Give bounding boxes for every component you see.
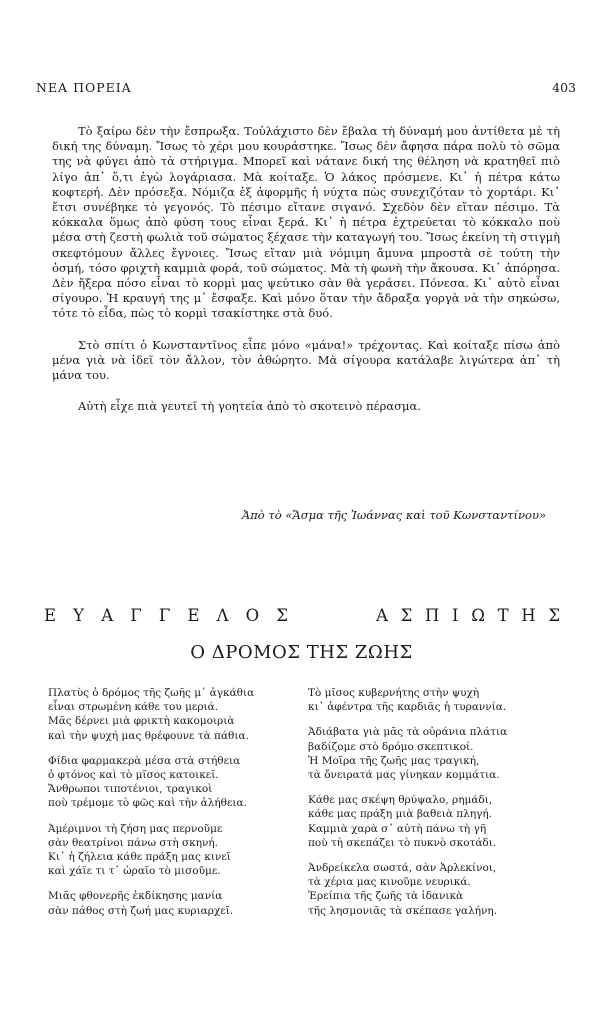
poem-column-left (48, 686, 298, 929)
poem-line: Ἐρείπια τῆς ζωῆς τὰ ἰδανικὰ (308, 890, 464, 903)
poem-line: τὰ ὄνειρατά μας γίνηκαν κομμάτια. (308, 769, 500, 782)
poem-stanza (308, 686, 568, 714)
poem-line: ποὺ τὴ σκεπάζει τὸ πυκνὸ σκοτάδι. (308, 836, 497, 849)
poem-line: κάθε μας πράξη μιὰ βαθειὰ πληγή. (308, 808, 493, 821)
poem-stanza (308, 861, 568, 918)
poem-line: Κάθε μας σκέψη θρύψαλο, ρημάδι, (308, 794, 493, 807)
poem-line: Ἀμέριμνοι τὴ ζήση μας περνοῦμε (48, 822, 223, 835)
author-letter: Υ (73, 606, 87, 625)
poem-line: σὰν θεατρίνοι πάνω στὴ σκηνή. (48, 836, 218, 849)
author-letter: Γ (130, 606, 144, 625)
author-first-name (44, 606, 290, 625)
author-letter: Π (424, 606, 442, 625)
poem-column-right (308, 686, 568, 929)
poem-stanza (308, 793, 568, 850)
source-attribution: Ἀπὸ τὸ «Ἄσμα τῆς Ἰωάννας καὶ τοῦ Κωνσταντίνου» (241, 508, 546, 522)
running-header (36, 80, 576, 98)
prose-paragraph: Αὐτὴ εἶχε πιὰ γευτεῖ τὴ γοητεία ἀπὸ τὸ σκοτεινὸ πέρασμα. (78, 399, 421, 414)
poem-line: Μιᾶς φθονερῆς ἐκδίκησης μανία (48, 890, 223, 903)
author-letter: Σ (276, 606, 290, 625)
journal-title: ΝΕΑ ΠΟΡΕΙΑ (36, 80, 132, 95)
poem-line: τῆς λησμονιᾶς τὰ σκέπασε γαλήνη. (308, 904, 498, 917)
poem-stanza (308, 725, 568, 782)
author-letter: Α (101, 606, 116, 625)
author-letter: Ε (187, 606, 202, 625)
author-letter: Ι (452, 606, 461, 625)
poem-line: τὰ χέρια μας κινοῦμε νευρικά. (308, 876, 471, 889)
author-letter: Ο (245, 606, 262, 625)
poem-line: καὶ τὴν ψυχή μας θρέφουνε τὰ πάθια. (48, 729, 249, 742)
author-letter: Τ (497, 606, 511, 625)
poem-line: Μᾶς δέρνει μιὰ φρικτὴ κακομοιριὰ (48, 715, 235, 728)
prose-text (52, 124, 560, 428)
author-letter: Λ (216, 606, 231, 625)
poem-line: Φίδια φαρμακερὰ μέσα στὰ στήθεια (48, 754, 241, 767)
poem-line: καὶ χάϊε τι τ᾿ ὡραῖο τὸ μισοῦμε. (48, 865, 221, 878)
poem-line: Κι᾿ ἡ ζήλεια κάθε πράξη μας κινεῖ (48, 851, 231, 864)
author-letter: Ω (471, 606, 487, 625)
poem-title: Ο ΔΡΟΜΟΣ ΤΗΣ ΖΩΗΣ (190, 642, 413, 663)
poem-stanza (48, 889, 298, 917)
author-letter: Σ (548, 606, 562, 625)
poem-line: Καμμιὰ χαρὰ σ᾿ αὐτὴ πάνω τὴ γῆ (308, 822, 487, 835)
prose-paragraph: Στὸ σπίτι ὁ Κωνσταντῖνος εἶπε μόνο «μάνα!» τρέχοντας. Καὶ κοίταξε πίσω ἀπὸ μένα γιὰ νὰ ἰδεῖ τὸν ἄλλον, τὸν ἀθώρητο. Μὰ σίγουρα κατάλαβε λιγώτερα ἀπ᾿ τὴ μάνα του. (52, 337, 560, 383)
poem-line: Ἡ Μοῖρα τῆς ζωῆς μας τραγική, (308, 754, 480, 767)
author-letter: Σ (400, 606, 415, 625)
poem-line: εἶναι στρωμένη κάθε του μεριά. (48, 701, 219, 714)
author-letter: Ε (44, 606, 59, 625)
page-number: 403 (552, 80, 576, 95)
poem-line: Πλατὺς ὁ δρόμος τῆς ζωῆς μ᾿ ἀγκάθια (48, 687, 255, 699)
poem-line: σὰν πάθος στὴ ζωή μας κυριαρχεῖ. (48, 904, 234, 917)
author-name (44, 606, 562, 625)
author-letter: Γ (158, 606, 173, 625)
author-letter: Α (376, 606, 390, 625)
poem-line: Ἄνθρωποι τιποτένιοι, τραγικοὶ (48, 783, 213, 796)
poem-line: ποὺ τρέμομε τὸ φῶς καὶ τὴν ἀλήθεια. (48, 797, 247, 810)
prose-paragraph: Τὸ ξαίρω δὲν τὴν ἔσπρωξα. Τοὐλάχιστο δὲν ἔβαλα τὴ δύναμή μου ἀντίθετα μὲ τὴ δική της δύναμη. Ἴσως τὸ χέρι μου κουράστηκε. Ἴσως δὲν ἄφησα πάρα πολὺ τὸ σῶμα της νὰ φύγει ἀπὸ τὰ στήριγμα. Μπορεῖ καὶ νάτανε δική της θέληση νὰ κρατηθεῖ πιὸ λίγο ἀπ᾿ ὅ,τι ἐγὼ λογάριασα. Μὰ κοίταξε. Ὁ λάκος πρόσμενε. Κι᾿ ἡ πέτρα κάτω κοφτερή. Δὲν πρόσεξα. Νόμιζα ἐξ ἀφορμῆς ἡ νύχτα πὼς συνεχιζόταν τὸ χορτάρι. Κι᾿ ἔτσι συνέβηκε τὸ γεγονός. Τὸ πέσιμο εἴτανε σιγανό. Σχεδὸν δὲν εἴταν πέσιμο. Τὰ κόκκαλα ὅμως ἀπὸ φύση τους εἶναι ξερά. Κι᾿ ἡ πέτρα ἐχτρεύεται τὸ κόκκαλο ποὺ μέσα στὴ ζεστὴ φωλιὰ τοῦ σώματος ξέχασε τὴν καταγωγή του. Ἴσως ἐκείνη τὴ στιγμὴ σκεφτόμουν ἄλλες ἔγνοιες. Ἴσως εἴταν μιὰ νόμιμη ἄμυνα μπροστὰ σὲ τούτη τὴν ὀσμή, τόσο φριχτὴ καμμιὰ φορά, τοῦ σώματος. Μὰ τὴ φωνὴ τὴν ἄκουσα. Κι᾿ ἀπόρησα. Δὲν ἤξερα πόσο εἶναι τὸ κορμὶ μας ψεύτικο σὰν θὰ γεράσει. Πόνεσα. Κι᾿ αὐτὸ εἶναι σίγουρο. Ἡ κραυγή της μ᾿ ἔσφαξε. Καὶ μόνο ὅταν τὴν ἄδραξα γοργὰ νὰ τὴν σηκώσω, τότε τὸ εἶδα, πὼς τὸ κορμὶ τσακίστηκε στὰ δυό. (52, 124, 560, 321)
author-last-name (376, 606, 562, 625)
poem-line: βαδίζομε στὸ δρόμο σκεπτικοί. (308, 740, 474, 753)
poem-line: Ἀνδρείκελα σωστά, σὰν Ἀρλεκίνοι, (308, 862, 497, 875)
poem-stanza (48, 754, 298, 811)
poem-line: ὁ φτόνος καὶ τὸ μῖσος κατοικεῖ. (48, 769, 219, 782)
poem-line: Τὸ μῖσος κυβερνήτης στὴν ψυχὴ (308, 687, 480, 699)
author-letter: Η (521, 606, 538, 625)
poem-line: κι᾿ ἀφέντρα τῆς καρδιᾶς ἡ τυραννία. (308, 701, 507, 714)
poem-line: Ἀδιάβατα γιὰ μᾶς τὰ οὐράνια πλάτια (308, 726, 508, 739)
poem-stanza (48, 686, 298, 743)
poem-stanza (48, 822, 298, 879)
